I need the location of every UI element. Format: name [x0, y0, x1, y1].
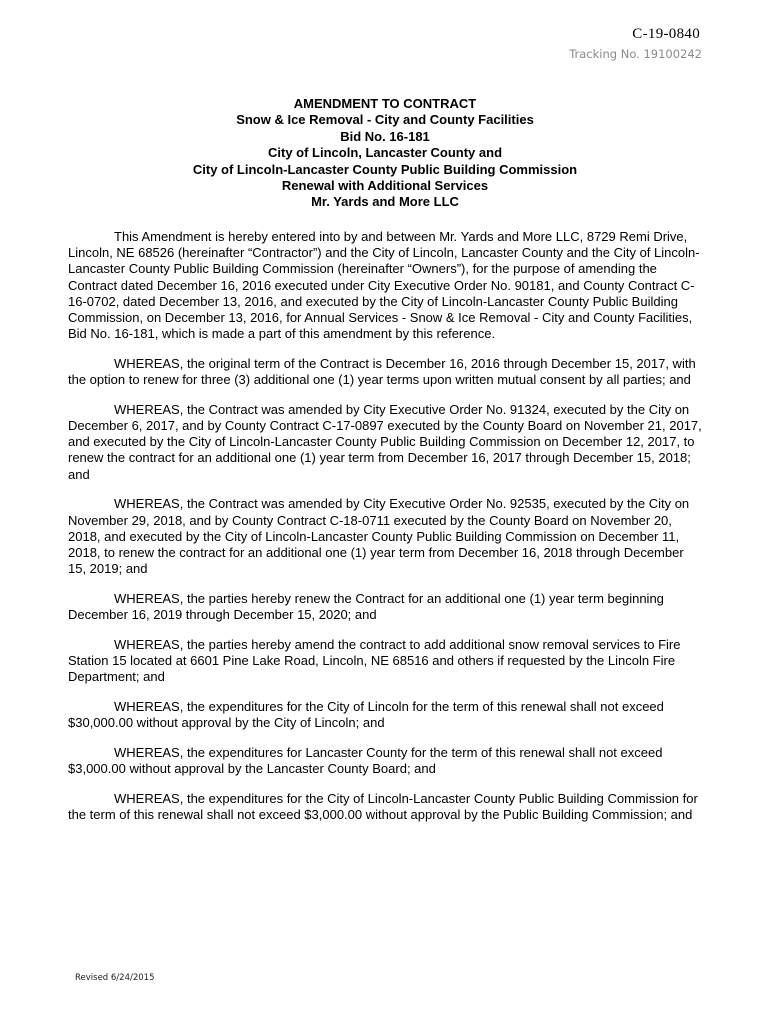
paragraph-whereas-city-expenditures: WHEREAS, the expenditures for the City of Lincoln for the term of this renewal shall not exceed $30,000.00 without approval by the City of Lincoln; and	[68, 698, 664, 731]
document-number: C-19-0840	[632, 26, 700, 42]
paragraph-whereas-renewal: WHEREAS, the parties hereby renew the Contract for an additional one (1) year term beginning December 16, 2019 through December 15, 2020; and	[68, 590, 664, 623]
title-renewal: Renewal with Additional Services	[281, 178, 489, 194]
title-parties-line-2: City of Lincoln-Lancaster County Public Building Commission	[192, 161, 578, 177]
title-block	[0, 96, 770, 211]
title-subject: Snow & Ice Removal - City and County Facilities	[236, 112, 534, 128]
document-title: AMENDMENT TO CONTRACT	[293, 96, 477, 111]
document-body	[68, 229, 704, 837]
paragraph-whereas-2018-amendment: WHEREAS, the Contract was amended by City Executive Order No. 92535, executed by the City on November 29, 2018, and by County Contract C-18-0711 executed by the County Board on November 20, 2018, and executed by the City of Lincoln-Lancaster County Public Building Commission on December 11, 2018, to renew the contract for an additional one (1) year term from December 16, 2018 through December 15, 2019; and	[68, 496, 690, 577]
title-bid-number: Bid No. 16-181	[340, 128, 430, 144]
revision-footer: Revised 6/24/2015	[75, 973, 155, 983]
paragraph-whereas-2017-amendment: WHEREAS, the Contract was amended by City Executive Order No. 91324, executed by the City on December 6, 2017, and by County Contract C-17-0897 executed by the County Board on November 21, 2017, and executed by the City of Lincoln-Lancaster County Public Building Commission on December 12, 2017, to renew the contract for an additional one (1) year term from December 16, 2017 through December 15, 2018; and	[68, 401, 702, 482]
paragraph-whereas-pbc-expenditures: WHEREAS, the expenditures for the City of Lincoln-Lancaster County Public Building Commission for the term of this renewal shall not exceed $3,000.00 without approval by the Public Building Commission; and	[68, 790, 698, 822]
title-contractor: Mr. Yards and More LLC	[311, 194, 459, 210]
paragraph-whereas-county-expenditures: WHEREAS, the expenditures for Lancaster County for the term of this renewal shall not exceed $3,000.00 without approval by the Lancaster County Board; and	[68, 744, 663, 776]
paragraph-whereas-original-term: WHEREAS, the original term of the Contract is December 16, 2016 through December 15, 2017, with the option to renew for three (3) additional one (1) year terms upon written mutual consent by all parties; and	[68, 355, 696, 388]
paragraph-whereas-additional-services: WHEREAS, the parties hereby amend the contract to add additional snow removal services to Fire Station 15 located at 6601 Pine Lake Road, Lincoln, NE 68516 and others if requested by the Lincoln Fire Department; and	[68, 636, 681, 685]
tracking-number: Tracking No. 19100242	[569, 47, 702, 61]
title-parties-line-1: City of Lincoln, Lancaster County and	[267, 145, 503, 161]
paragraph-intro: This Amendment is hereby entered into by and between Mr. Yards and More LLC, 8729 Remi Drive, Lincoln, NE 68526 (hereinafter “Contractor”) and the City of Lincoln, Lancaster County and the City of Lincoln-Lancaster County Public Building Commission (hereinafter “Owners”), for the purpose of amending the Contract dated December 16, 2016 executed under City Executive Order No. 90181, and County Contract C-16-0702, dated December 13, 2016, and executed by the City of Lincoln-Lancaster County Public Building Commission, on December 13, 2016, for Annual Services - Snow & Ice Removal - City and County Facilities, Bid No. 16-181, which is made a part of this amendment by this reference.	[68, 229, 700, 342]
